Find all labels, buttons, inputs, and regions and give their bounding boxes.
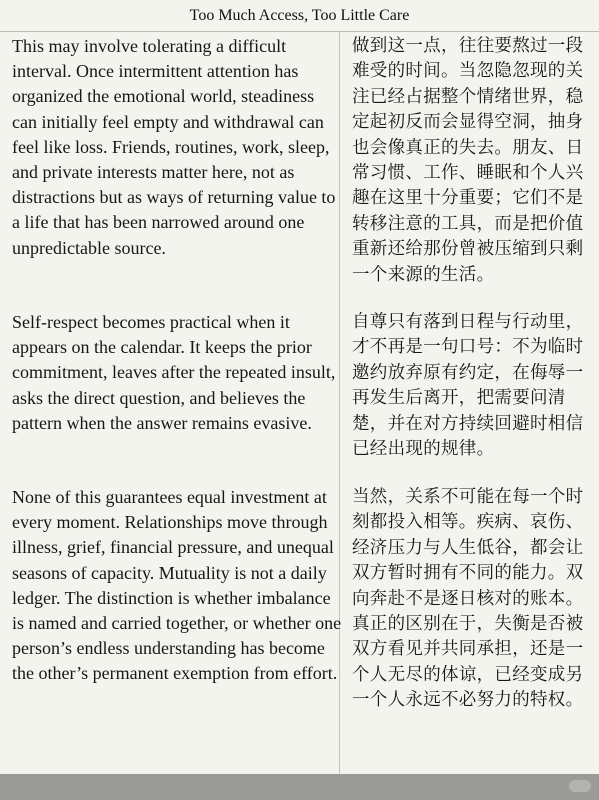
- paragraph-en-1: This may involve tolerating a difficult interval. Once intermittent attention has organized the emotional world, steadiness can initially feel empty and withdrawal can feel like loss. Friends, routines, work, sleep, and private interests matter here, not as distractions but as ways of returning value to a life that has been narrowed around one unpredictable source.: [12, 36, 336, 258]
- page-title: Too Much Access, Too Little Care: [0, 0, 599, 32]
- paragraph-zh-2: 自尊只有落到日程与行动里，才不再是一句口号：不为临时邀约放弃原有约定，在侮辱一再发生后离开，把需要问清楚，并在对方持续回避时相信已经出现的规律。: [352, 312, 584, 460]
- paragraph-zh-1: 做到这一点，往往要熬过一段难受的时间。当忽隐忽现的关注已经占据整个情绪世界，稳定起初反而会显得空洞，抽身也会像真正的失去。朋友、日常习惯、工作、睡眠和个人兴趣在这里十分重要；它们不是转移注意的工具，而是把价值重新还给那份曾被压缩到只剩一个来源的生活。: [352, 36, 584, 285]
- bottom-bar: [0, 774, 599, 800]
- paragraph-en-2: Self-respect becomes practical when it appears on the calendar. It keeps the prior commitment, leaves after the repeated insult, asks the direct question, and believes the pattern when the answer remains evasive.: [12, 312, 336, 433]
- paragraph-en-3: None of this guarantees equal investment at every moment. Relationships move through illness, grief, financial pressure, and unequal seasons of capacity. Mutuality is not a daily ledger. The distinction is whether imbalance is named and carried together, or whether one person’s endless understanding has become the other’s permanent exemption from effort.: [12, 487, 342, 684]
- watermark-icon: [569, 780, 591, 792]
- paragraph-zh-3: 当然，关系不可能在每一个时刻都投入相等。疾病、哀伤、经济压力与人生低谷，都会让双方暂时拥有不同的能力。双向奔赴不是逐日核对的账本。真正的区别在于，失衡是否被双方看见并共同承担，还是一个人无尽的体谅，已经变成另一个人永远不必努力的特权。: [352, 487, 584, 711]
